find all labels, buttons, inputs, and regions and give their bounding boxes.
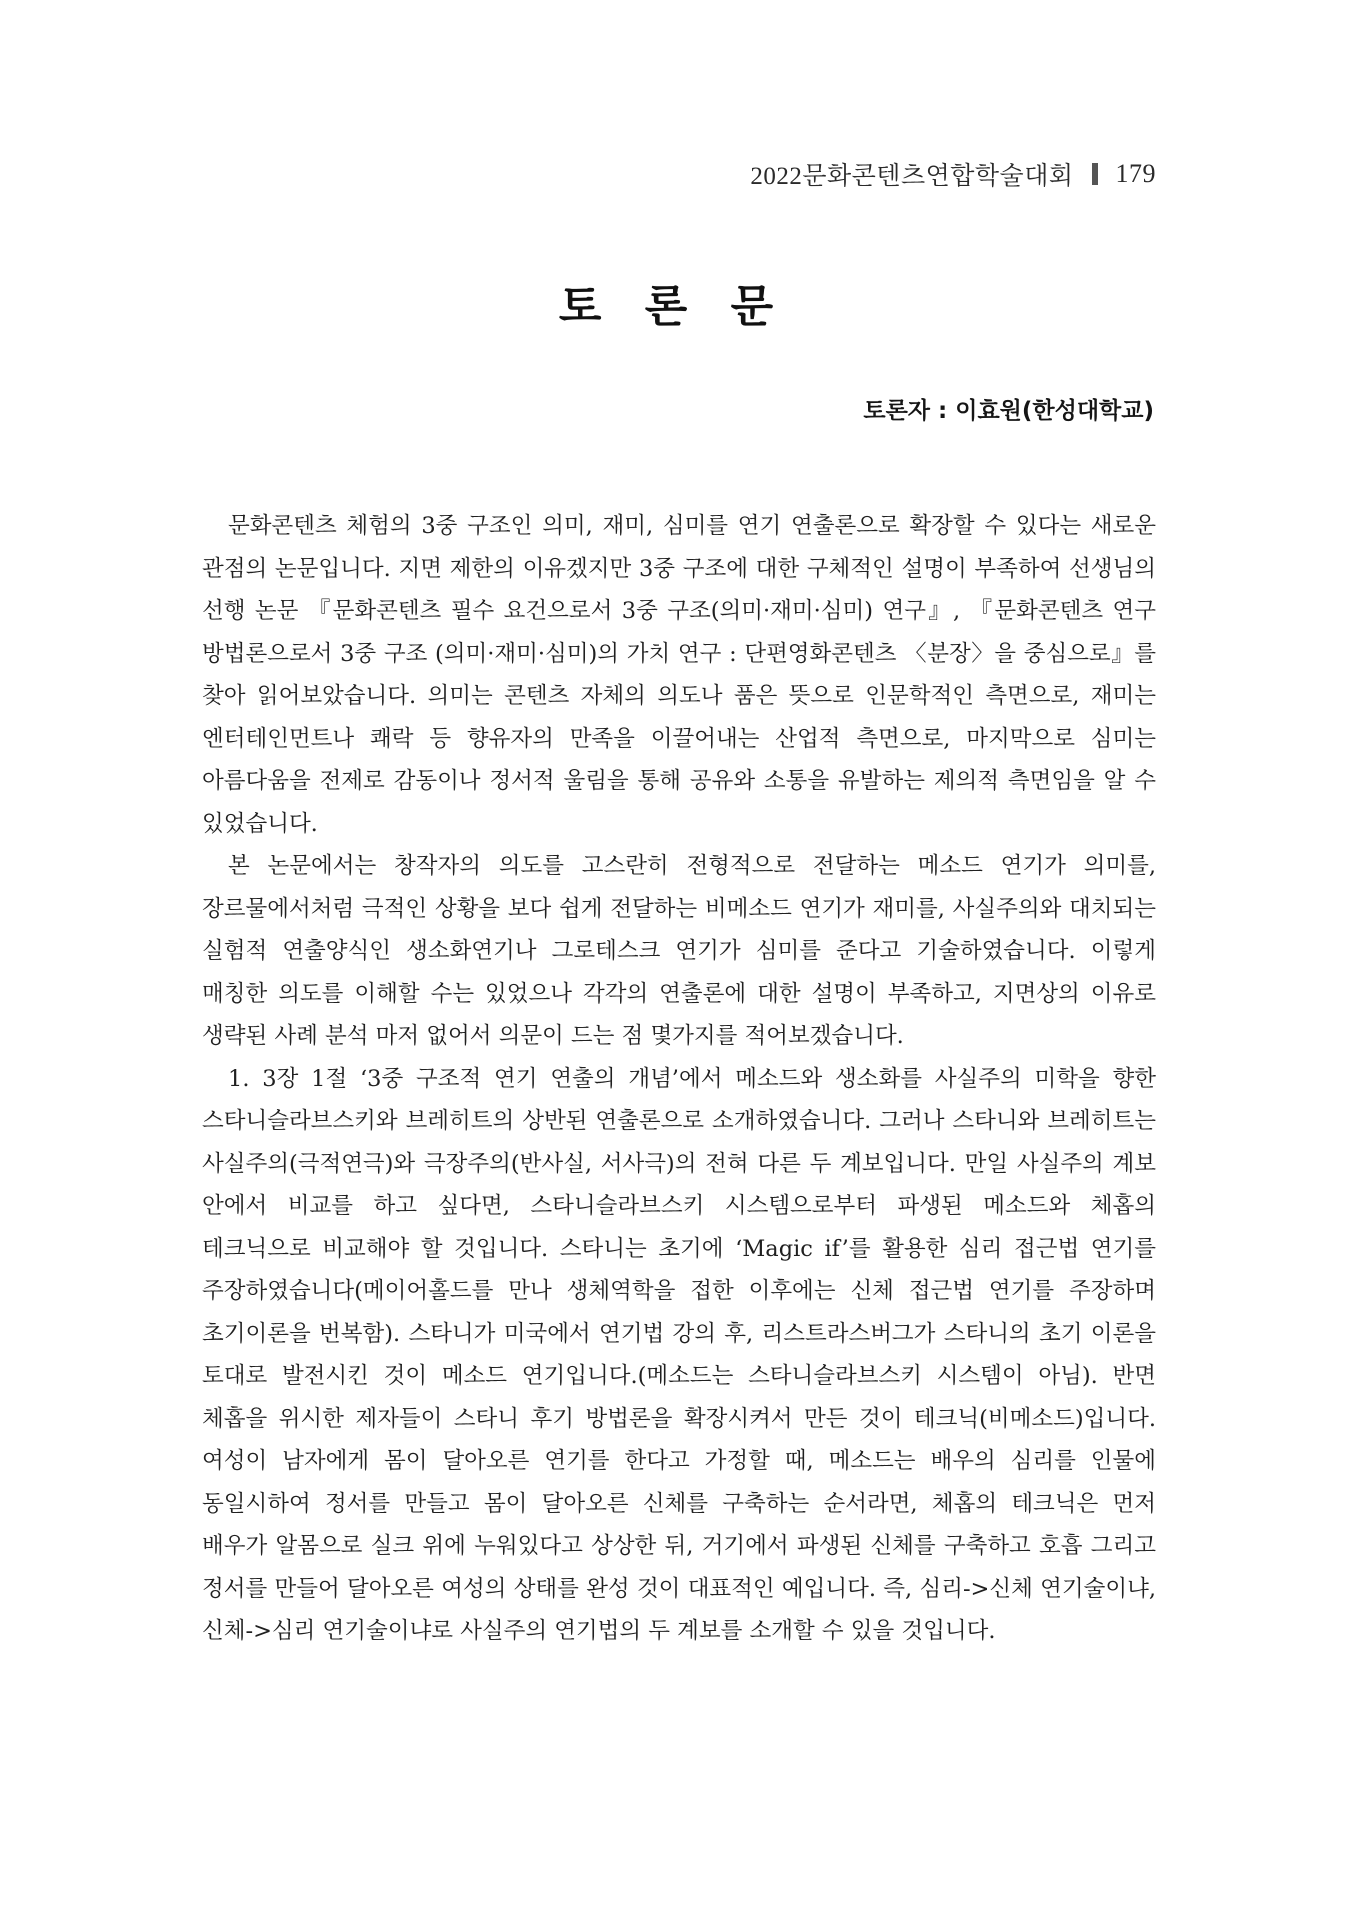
header-separator-bar (1092, 163, 1098, 185)
paragraph: 1. 3장 1절 ‘3중 구조적 연기 연출의 개념’에서 메소드와 생소화를 사실주의 미학을 향한 스타니슬라브스키와 브레히트의 상반된 연출론으로 소개하였습니다. 그러나 스타니와 브레히트는 사실주의(극적연극)와 극장주의(반사실, 서사극)의 전혀 다른 두 계보입니다. 만일 사실주의 계보 안에서 비교를 하고 싶다면, 스타니슬라브스키 시스템으로부터 파생된 메소드와 체홉의 테크닉으로 비교해야 할 것입니다. 스타니는 초기에 ‘Magic if’를 활용한 심리 접근법 연기를 주장하였습니다(메이어홀드를 만나 생체역학을 접한 이후에는 신체 접근법 연기를 주장하며 초기이론을 번복함). 스타니가 미국에서 연기법 강의 후, 리스트라스버그가 스타니의 초기 이론을 토대로 발전시킨 것이 메소드 연기입니다.(메소드는 스타니슬라브스키 시스템이 아님). 반면 체홉을 위시한 제자들이 스타니 후기 방법론을 확장시켜서 만든 것이 테크닉(비메소드)입니다. 여성이 남자에게 몸이 달아오른 연기를 한다고 가정할 때, 메소드는 배우의 심리를 인물에 동일시하여 정서를 만들고 몸이 달아오른 신체를 구축하는 순서라면, 체홉의 테크닉은 먼저 배우가 알몸으로 실크 위에 누워있다고 상상한 뒤, 거기에서 파생된 신체를 구축하고 호흡 그리고 정서를 만들어 달아오른 여성의 상태를 완성 것이 대표적인 예입니다. 즉, 심리->신체 연기술이냐, 신체->심리 연기술이냐로 사실주의 연기법의 두 계보를 소개할 수 있을 것입니다. (202, 1065, 1156, 1644)
paragraph: 본 논문에서는 창작자의 의도를 고스란히 전형적으로 전달하는 메소드 연기가 의미를, 장르물에서처럼 극적인 상황을 보다 쉽게 전달하는 비메소드 연기가 재미를, 사실주의와 대치되는 실험적 연출양식인 생소화연기나 그로테스크 연기가 심미를 준다고 기술하였습니다. 이렇게 매칭한 의도를 이해할 수는 있었으나 각각의 연출론에 대한 설명이 부족하고, 지면상의 이유로 생략된 사례 분석 마저 없어서 의문이 드는 점 몇가지를 적어보겠습니다. (202, 853, 1156, 1049)
discussant-line: 토론자 : 이효원(한성대학교) (863, 398, 1154, 424)
running-header (750, 156, 1156, 192)
conference-name: 2022문화콘텐츠연합학술대회 (750, 163, 1074, 190)
paragraph: 문화콘텐츠 체험의 3중 구조인 의미, 재미, 심미를 연기 연출론으로 확장할 수 있다는 새로운 관점의 논문입니다. 지면 제한의 이유겠지만 3중 구조에 대한 구체적인 설명이 부족하여 선생님의 선행 논문 『문화콘텐츠 필수 요건으로서 3중 구조(의미·재미·심미) 연구』, 『문화콘텐츠 연구 방법론으로서 3중 구조 (의미·재미·심미)의 가치 연구 : 단편영화콘텐츠 〈분장〉을 중심으로』를 찾아 읽어보았습니다. 의미는 콘텐츠 자체의 의도나 품은 뜻으로 인문학적인 측면으로, 재미는 엔터테인먼트나 쾌락 등 향유자의 만족을 이끌어내는 산업적 측면으로, 마지막으로 심미는 아름다움을 전제로 감동이나 정서적 울림을 통해 공유와 소통을 유발하는 제의적 측면임을 알 수 있었습니다. (202, 513, 1156, 837)
document-title: 토 론 문 (558, 281, 788, 332)
page-number: 179 (1115, 159, 1156, 188)
body-text (202, 505, 1156, 1653)
